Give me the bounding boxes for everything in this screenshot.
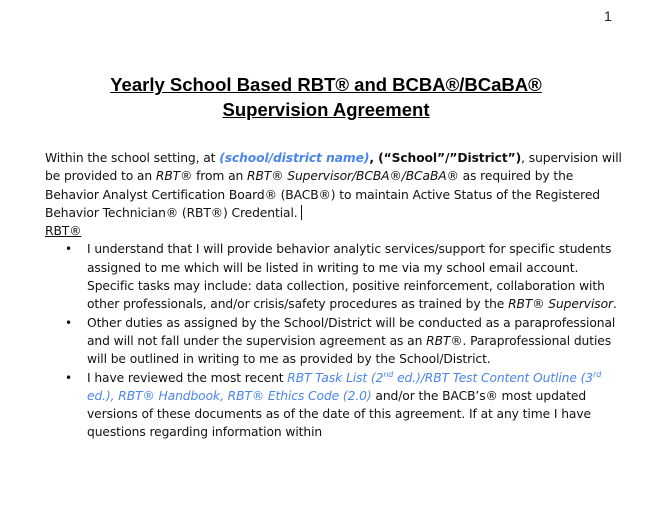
list-text: . Paraprofessional duties will be outlined in writing to me as provided by the School/District. xyxy=(87,333,612,367)
list-text: Other duties as assigned by the School/District will be conducted as a paraprofessional and will not fall under the supervision agreement as an xyxy=(87,315,616,348)
page-number: 1 xyxy=(604,8,612,24)
intro-paragraph[interactable] xyxy=(45,149,625,222)
rbt-supervisor-term: RBT® Supervisor xyxy=(508,297,613,312)
list-item xyxy=(87,314,625,369)
list-text: . xyxy=(612,297,617,312)
document-body[interactable] xyxy=(45,149,625,442)
intro-text: Within the school setting, at xyxy=(45,151,220,165)
text-cursor xyxy=(301,205,302,220)
list-item xyxy=(87,240,625,313)
list-text: and/or the BACB’s® most updated versions of these documents as of the date of this agreement. If at any time I have questions regarding information within xyxy=(87,388,591,440)
section-heading-rbt: RBT® xyxy=(45,224,82,239)
superscript: rd xyxy=(593,369,602,379)
rbt-term: RBT® xyxy=(426,333,463,348)
intro-text: as required by the Behavior Analyst Certification Board® (BACB®) to maintain Active Status of the Registered Behavior Technician® (RBT®) Credential. xyxy=(45,169,601,220)
link-text[interactable]: ed.), RBT® Handbook, RBT® Ethics Code (2.0) xyxy=(87,388,372,403)
intro-text: from an xyxy=(192,169,248,184)
school-district-label: , (“School”/”District”) xyxy=(369,151,522,165)
link-text[interactable]: ed.)/RBT Test Content Outline (3 xyxy=(393,370,594,385)
list-item xyxy=(87,369,625,442)
document-title xyxy=(0,72,652,122)
title-line-1: Yearly School Based RBT® and BCBA®/BCaBA® xyxy=(110,74,542,95)
list-text: I understand that I will provide behavior analytic services/support for specific students assigned to me which will be listed in writing to me via my school email account. Specific tasks may include: data collection, positive reinforcement, collaboration with other professionals, and/or crisis/safety procedures as trained by the xyxy=(87,242,612,312)
school-district-placeholder[interactable]: (school/district name) xyxy=(219,151,370,165)
rbt-supervisor-term: RBT® Supervisor/BCBA®/BCaBA® xyxy=(247,169,459,184)
list-text: I have reviewed the most recent xyxy=(87,370,288,385)
title-line-2: Supervision Agreement xyxy=(222,99,430,120)
link-text[interactable]: RBT Task List (2 xyxy=(287,370,384,385)
rbt-bullet-list xyxy=(45,240,625,441)
superscript: nd xyxy=(383,369,394,379)
rbt-term: RBT® xyxy=(155,169,193,184)
intro-text: , supervision will be provided to an xyxy=(45,151,622,184)
